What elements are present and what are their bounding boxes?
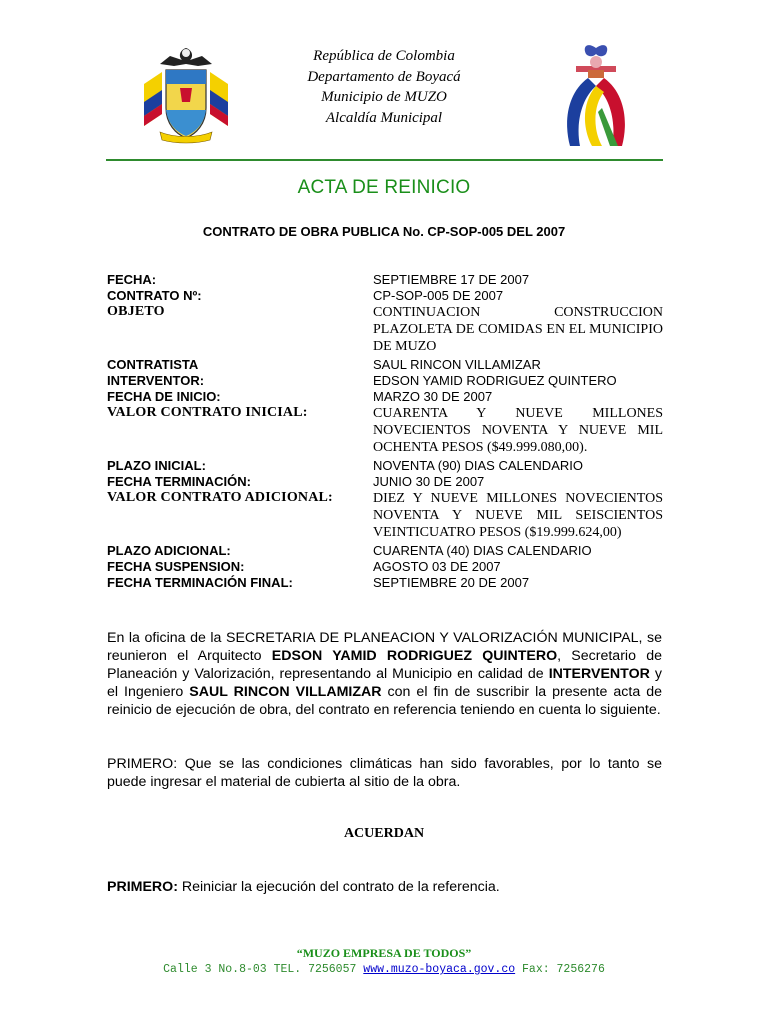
contract-subtitle: CONTRATO DE OBRA PUBLICA No. CP-SOP-005 DEL 2007: [202, 224, 566, 239]
meeting-paragraph: [107, 629, 662, 719]
paragraph-text: y el Ingeniero: [107, 666, 662, 700]
header-line-office: Alcaldía Municipal: [325, 109, 443, 126]
header-divider: [106, 159, 663, 161]
architect-name: EDSON YAMID RODRIGUEZ QUINTERO: [271, 648, 558, 664]
footer-slogan: “MUZO EMPRESA DE TODOS”: [296, 946, 472, 960]
field-row: [107, 575, 663, 591]
field-label: CONTRATISTA: [107, 357, 199, 372]
field-row: [107, 458, 663, 474]
field-value: CUARENTA (40) DIAS CALENDARIO: [373, 543, 592, 558]
field-value: SEPTIEMBRE 20 DE 2007: [373, 575, 530, 590]
field-row: [107, 559, 663, 575]
field-value: CONTINUACION CONSTRUCCION PLAZOLETA DE COMIDAS EN EL MUNICIPIO DE MUZO: [373, 305, 663, 354]
field-label: FECHA SUSPENSION:: [107, 559, 245, 574]
header-line-municipality: Municipio de MUZO: [321, 89, 447, 105]
header-line-country: República de Colombia: [313, 48, 455, 64]
muzo-emblem-icon: [558, 42, 634, 152]
paragraph-text: En la oficina de la SECRETARIA DE PLANEACION Y VALORIZACIÓN MUNICIPAL, se reunieron el Arquitecto: [107, 630, 662, 664]
field-row: [107, 405, 663, 456]
field-value: NOVENTA (90) DIAS CALENDARIO: [373, 458, 583, 473]
field-row: [107, 304, 663, 355]
field-row: [107, 272, 663, 288]
field-label: FECHA TERMINACIÓN:: [107, 474, 251, 489]
field-row: [107, 288, 663, 304]
agreement-label: PRIMERO:: [107, 879, 178, 895]
field-value: DIEZ Y NUEVE MILLONES NOVECIENTOS NOVENTA Y NUEVE MIL SEISCIENTOS VEINTICUATRO PESOS ($19.999.624,00): [373, 491, 663, 540]
first-agreement: [107, 878, 662, 896]
field-row: [107, 389, 663, 405]
field-value: CP-SOP-005 DE 2007: [373, 288, 504, 303]
letterhead-text: [250, 46, 518, 128]
footer-fax: Fax: 7256276: [515, 963, 605, 976]
field-value: MARZO 30 DE 2007: [373, 389, 493, 404]
paragraph-text: con el fin de suscribir la presente acta de reinicio de ejecución de obra, del contrato en referencia teniendo en cuenta lo siguiente.: [107, 684, 663, 718]
field-row: [107, 474, 663, 490]
field-label: FECHA TERMINACIÓN FINAL:: [107, 575, 293, 590]
field-value: CUARENTA Y NUEVE MILLONES NOVECIENTOS NOVENTA Y NUEVE MIL OCHENTA PESOS ($49.999.080,00).: [373, 406, 663, 455]
field-label: PLAZO INICIAL:: [107, 458, 206, 473]
footer-contact: [0, 963, 768, 976]
field-label: FECHA:: [107, 272, 157, 287]
field-value: JUNIO 30 DE 2007: [373, 474, 485, 489]
field-row: [107, 543, 663, 559]
field-label: OBJETO: [107, 304, 165, 319]
field-label: VALOR CONTRATO INICIAL:: [107, 405, 308, 420]
field-label: INTERVENTOR:: [107, 373, 205, 388]
paragraph-text: , Secretario de Planeación y Valorización, representando al Municipio en calidad de: [107, 648, 662, 682]
field-row: [107, 357, 663, 373]
field-label: VALOR CONTRATO ADICIONAL:: [107, 490, 333, 505]
field-value: AGOSTO 03 DE 2007: [373, 559, 501, 574]
letterhead: [0, 0, 768, 165]
engineer-name: SAUL RINCON VILLAMIZAR: [189, 684, 382, 700]
acuerdan-heading: ACUERDAN: [343, 826, 425, 841]
interventor-role: INTERVENTOR: [548, 666, 650, 682]
footer-address: Calle 3 No.8-03 TEL. 7256057: [163, 963, 364, 976]
field-value: SEPTIEMBRE 17 DE 2007: [373, 272, 530, 287]
agreement-text: Reiniciar la ejecución del contrato de la referencia.: [177, 879, 500, 895]
field-value: EDSON YAMID RODRIGUEZ QUINTERO: [373, 373, 617, 388]
field-label: PLAZO ADICIONAL:: [107, 543, 231, 558]
header-line-department: Departamento de Boyacá: [307, 68, 461, 85]
field-label: FECHA DE INICIO:: [107, 389, 221, 404]
field-value: SAUL RINCON VILLAMIZAR: [373, 357, 541, 372]
field-label: CONTRATO Nº:: [107, 288, 202, 303]
field-row: [107, 490, 663, 541]
website-link[interactable]: www.muzo-boyaca.gov.co: [363, 963, 516, 976]
contract-fields: [107, 272, 663, 591]
coat-of-arms-colombia-icon: [140, 44, 232, 144]
first-consideration: PRIMERO: Que se las condiciones climáticas han sido favorables, por lo tanto se puede ingresar el material de cubierta al sitio de la obra.: [107, 756, 662, 790]
field-row: [107, 373, 663, 389]
document-title: ACTA DE REINICIO: [297, 177, 471, 198]
